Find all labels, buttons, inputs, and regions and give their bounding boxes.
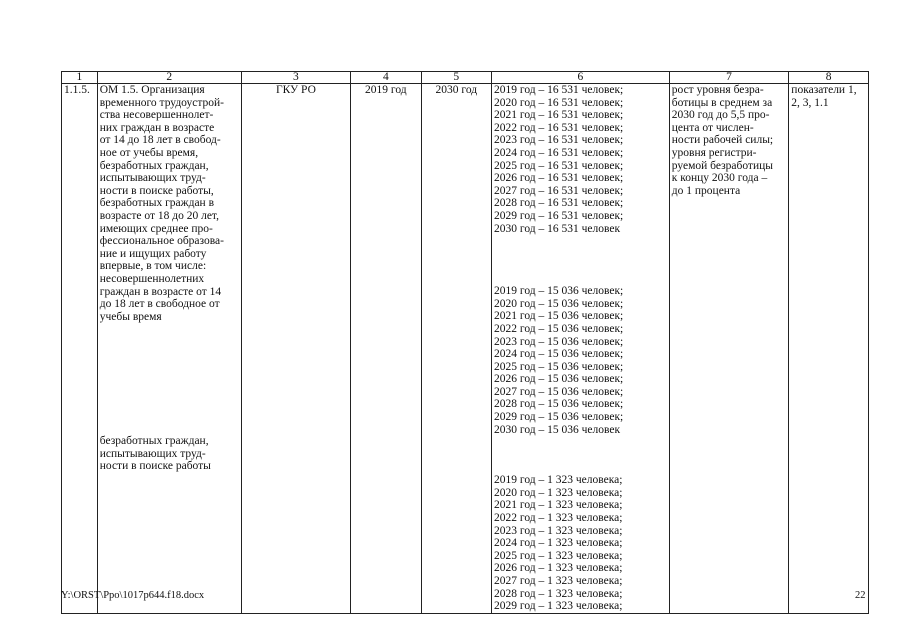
value-line: 2020 год – 15 036 человек; — [494, 297, 624, 310]
sub-line: граждан в возрасте от 14 — [99, 285, 222, 298]
values-unemployed — [494, 474, 667, 613]
sub-line: до 18 лет в свободное от — [99, 298, 220, 311]
value-line: 2019 год – 16 531 человек; — [494, 84, 624, 96]
column-header: 3 — [241, 72, 350, 84]
result-line: до 1 процента — [671, 184, 741, 197]
value-line: 2023 год – 15 036 человек; — [494, 335, 624, 348]
value-line: 2027 год – 16 531 человек; — [494, 184, 624, 197]
value-line: 2029 год – 16 531 человек; — [494, 209, 624, 222]
value-line: 2028 год – 1 323 человека; — [494, 587, 623, 600]
column-header: 7 — [669, 72, 789, 84]
value-line: 2025 год – 1 323 человека; — [494, 549, 623, 562]
expected-result — [672, 84, 787, 197]
sub-line: несовершеннолетних — [99, 272, 205, 285]
indicators-cell — [789, 84, 869, 614]
page-number: 22 — [855, 590, 866, 601]
start-year-cell — [351, 84, 421, 614]
name-line: ное от учебы время, — [99, 146, 199, 159]
measure-name-cell — [97, 84, 241, 614]
end-year-cell — [421, 84, 491, 614]
value-line: 2021 год – 1 323 человека; — [494, 499, 623, 512]
spacer — [494, 235, 667, 285]
file-path: Y:\ORST\Ppo\1017p644.f18.docx — [61, 590, 205, 601]
result-line: к концу 2030 года – — [671, 172, 768, 185]
row-number-cell — [62, 84, 98, 614]
sub-line: безработных граждан, — [99, 435, 209, 448]
value-line: 2023 год – 1 323 человека; — [494, 524, 623, 537]
value-line: 2024 год – 1 323 человека; — [494, 537, 623, 550]
value-line: 2028 год – 16 531 человек; — [494, 197, 624, 210]
value-line: 2020 год – 16 531 человек; — [494, 96, 624, 109]
value-line: 2026 год – 1 323 человека; — [494, 562, 623, 575]
value-line: 2026 год – 16 531 человек; — [494, 172, 624, 185]
value-line: 2029 год – 15 036 человек; — [494, 411, 624, 424]
value-line: 2027 год – 1 323 человека; — [494, 575, 623, 587]
name-line: имеющих среднее про- — [99, 222, 213, 235]
result-line: ности рабочей силы; — [671, 134, 774, 147]
column-header: 4 — [351, 72, 421, 84]
sub-measure-unemployed — [100, 435, 239, 473]
value-line: 2019 год – 1 323 человека; — [494, 474, 623, 487]
value-line: 2027 год – 15 036 человек; — [494, 385, 624, 398]
value-line: 2030 год – 16 531 человек — [494, 222, 621, 235]
name-line: ОМ 1.5. Организация — [99, 84, 205, 96]
name-line: безработных граждан, — [99, 159, 209, 172]
sub-line: ности в поиске работы — [99, 460, 211, 473]
name-line: них граждан в возрасте — [99, 121, 215, 134]
header-row — [62, 72, 869, 84]
row-number: 1.1.5. — [64, 84, 90, 96]
indicators-line: 2, 3, 1.1 — [791, 96, 829, 109]
value-line: 2023 год – 16 531 человек; — [494, 134, 624, 147]
name-line: ства несовершеннолет- — [99, 109, 214, 122]
name-line: безработных граждан в — [99, 197, 215, 210]
program-table — [61, 71, 869, 614]
value-line: 2022 год – 1 323 человека; — [494, 512, 623, 525]
column-header: 8 — [789, 72, 869, 84]
name-line: от 14 до 18 лет в свобод- — [99, 134, 221, 147]
result-line: цента от числен- — [671, 121, 754, 134]
values-cell — [492, 84, 670, 614]
name-line: испытывающих труд- — [99, 172, 206, 185]
spacer — [494, 436, 667, 474]
end-year: 2030 год — [435, 84, 478, 96]
sub-line: испытывающих труд- — [99, 447, 206, 460]
result-line: 2030 год до 5,5 про- — [671, 109, 770, 122]
value-line: 2019 год – 15 036 человек; — [494, 285, 624, 298]
values-minors — [494, 285, 667, 436]
indicators-line: показатели 1, — [791, 84, 857, 96]
value-line: 2030 год – 15 036 человек — [494, 423, 621, 436]
value-line: 2021 год – 16 531 человек; — [494, 109, 624, 122]
values-total — [494, 84, 667, 235]
value-line: 2024 год – 16 531 человек; — [494, 146, 624, 159]
result-line: руемой безработицы — [671, 159, 773, 172]
value-line: 2025 год – 16 531 человек; — [494, 159, 624, 172]
sub-measure-minors — [100, 273, 239, 323]
result-cell — [669, 84, 789, 614]
name-line: возрасте от 18 до 20 лет, — [99, 209, 219, 222]
value-line: 2022 год – 15 036 человек; — [494, 322, 624, 335]
name-line: фессиональное образова- — [99, 235, 224, 248]
column-header: 6 — [492, 72, 670, 84]
name-line: ние и ищущих работу — [99, 247, 207, 260]
executor: ГКУ РО — [275, 84, 316, 96]
value-line: 2022 год – 16 531 человек; — [494, 121, 624, 134]
value-line: 2020 год – 1 323 человека; — [494, 486, 623, 499]
name-line: временного трудоустрой- — [99, 96, 224, 109]
value-line: 2026 год – 15 036 человек; — [494, 373, 624, 386]
measure-name — [100, 84, 239, 273]
value-line: 2028 год – 15 036 человек; — [494, 398, 624, 411]
executor-cell — [241, 84, 350, 614]
sub-line: учебы время — [99, 310, 162, 323]
value-line: 2021 год – 15 036 человек; — [494, 310, 624, 323]
result-line: рост уровня безра- — [671, 84, 764, 96]
column-header: 5 — [421, 72, 491, 84]
value-line: 2024 год – 15 036 человек; — [494, 348, 624, 361]
result-line: уровня регистри- — [671, 146, 757, 159]
start-year: 2019 год — [365, 84, 407, 96]
value-line: 2029 год – 1 323 человека; — [494, 600, 623, 613]
column-header: 1 — [62, 72, 98, 84]
value-line: 2025 год – 15 036 человек; — [494, 360, 624, 373]
spacer — [100, 323, 239, 435]
name-line: впервые, в том числе: — [99, 260, 207, 273]
column-header: 2 — [97, 72, 241, 84]
table-row — [62, 84, 869, 614]
name-line: ности в поиске работы, — [99, 184, 214, 197]
result-line: ботицы в среднем за — [671, 96, 773, 109]
